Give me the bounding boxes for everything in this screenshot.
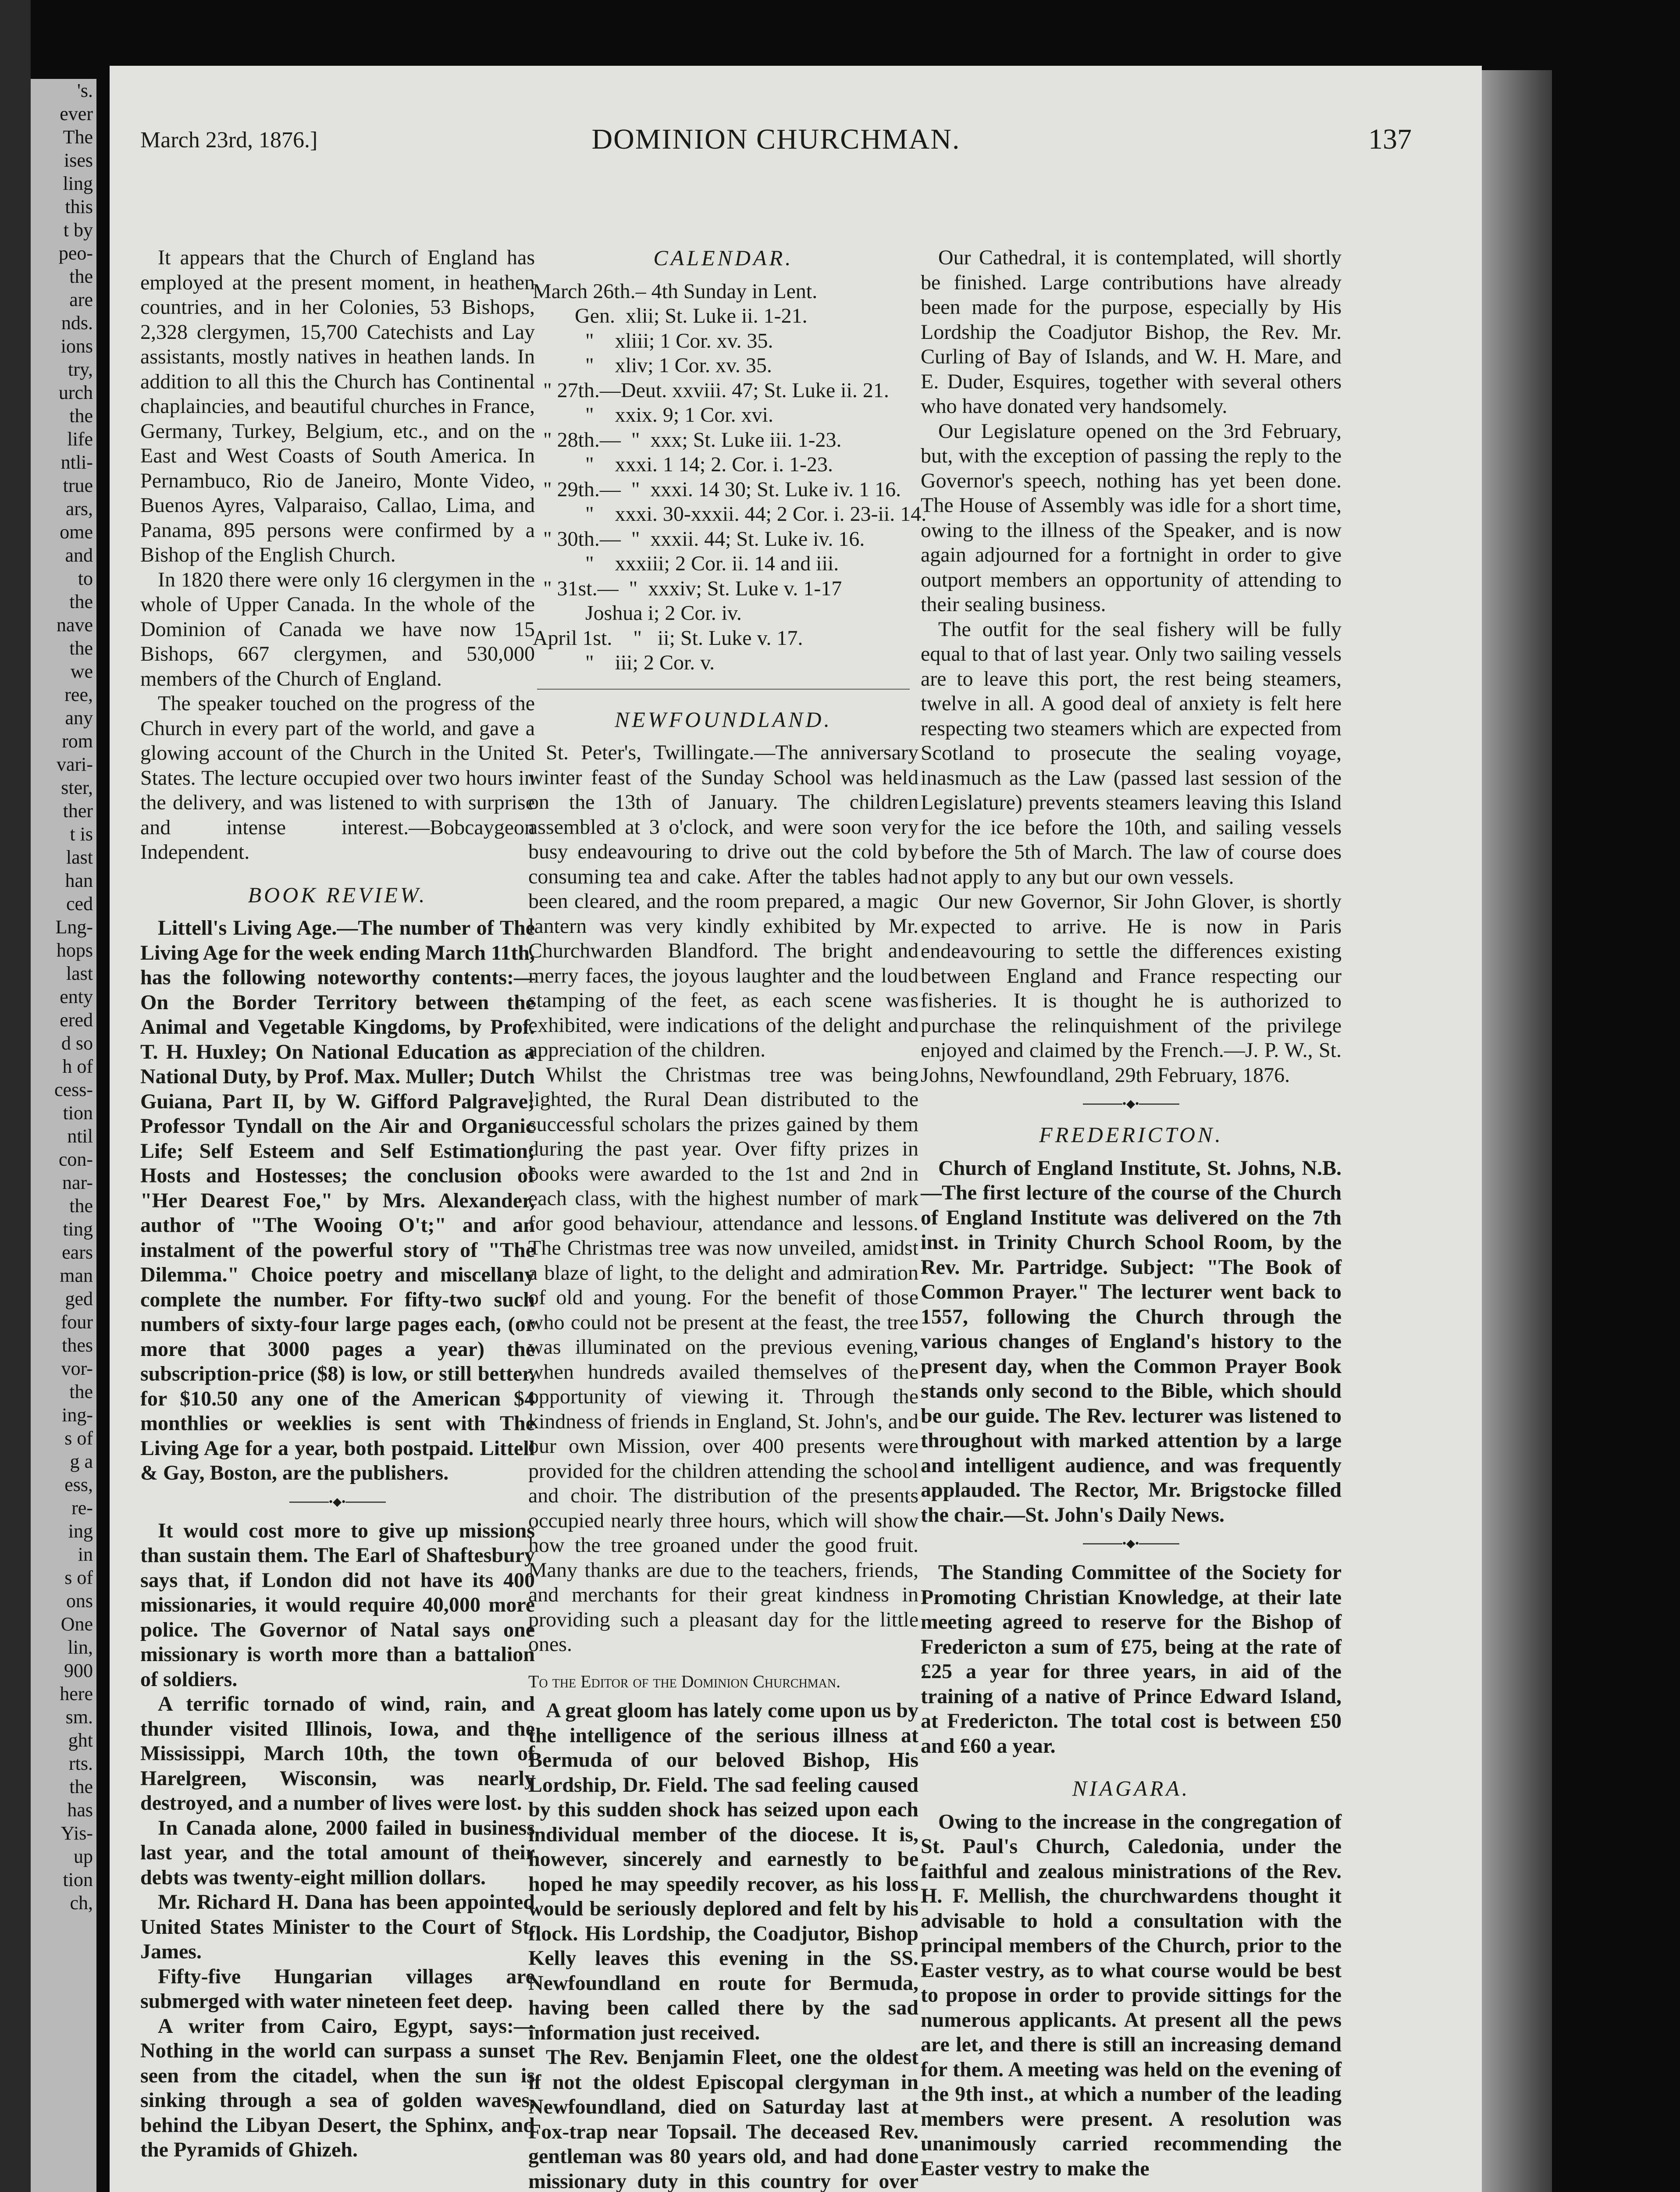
column-1	[140, 246, 535, 2163]
previous-page-fragment: this	[65, 196, 93, 217]
previous-page-fragment: ther	[63, 800, 93, 822]
previous-page-fragment: ght	[68, 1729, 93, 1751]
previous-page-fragment: the	[69, 1381, 93, 1402]
article-paragraph: It appears that the Church of England has employed at the present moment, in heathen countries, and in her Colonies, 53 Bishops, 2,328 clergymen, 15,700 Catechists and Lay assistants, mostly natives in heathen lands. In addition to all this the Church has Continental chaplaincies, and beautiful churches in France, Germany, Turkey, Belgium, etc., and on the East and West Coasts of South America. In Pernambuco, Rio de Janeiro, Monte Video, Buenos Ayres, Valparaiso, Callao, Lima, and Panama, 895 persons were confirmed by a Bishop of the English Church.	[140, 246, 535, 566]
previous-page-fragment: the	[69, 1195, 93, 1217]
article-paragraph: Our Cathedral, it is contemplated, will shortly be finished. Large contributions have already been made for the purpose, especially by His Lordship the Coadjutor Bishop, the Rev. Mr. Curling of Bay of Islands, and W. H. Mare, and E. Duder, Esquires, together with several others who have donated very handsomely.	[921, 246, 1342, 418]
previous-page-fragment: 's.	[77, 80, 93, 101]
article-paragraph: Whilst the Christmas tree was being lighted, the Rural Dean distributed to the successful scholars the prizes gained by them during the past year. Over fifty prizes in books were awarded to the 1st and 2nd in each class, with the highest number of mark for good behaviour, attendance and lessons. The Christmas tree was now unveiled, amidst a blaze of light, to the delight and admiration of old and young. For the benefit of those who could not be present at the feast, the tree was illuminated on the previous evening, when hundreds availed themselves of the opportunity of viewing it. Through the kindness of friends in England, St. John's, and our own Mission, over 400 presents were provided for the children attending the school and choir. The distribution of the presents occupied nearly three hours, which will show how the tree groaned under the good fruit. Many thanks are due to the teachers, friends, and merchants for their great kindness in providing such a pleasant day for the little ones.	[528, 1063, 918, 1656]
previous-page-fragment: ess,	[64, 1474, 93, 1495]
previous-page-fragment: ling	[63, 173, 93, 194]
previous-page-fragment: h of	[62, 1056, 93, 1077]
previous-page-fragment: cess-	[54, 1079, 93, 1100]
previous-page-fragment: ing-	[62, 1404, 93, 1426]
previous-page-fragment: t by	[63, 219, 93, 241]
previous-page-fragment: are	[69, 289, 93, 310]
calendar-row: " 29th.— " xxxi. 14 30; St. Luke iv. 1 16.	[533, 477, 901, 501]
calendar-row: Gen. xlii; St. Luke ii. 1-21.	[533, 304, 808, 327]
masthead-title: DOMINION CHURCHMAN.	[591, 123, 961, 155]
previous-page-fragment: ered	[60, 1009, 93, 1031]
previous-page-fragment: ntli-	[61, 452, 93, 473]
section-heading-calendar: CALENDAR.	[653, 246, 794, 270]
previous-page-fragment: lin,	[68, 1637, 93, 1658]
previous-page-fragment: any	[65, 707, 93, 729]
calendar-row: " 28th.— " xxx; St. Luke iii. 1-23.	[533, 428, 842, 452]
previous-page-fragment: s of	[64, 1427, 93, 1449]
previous-page-fragment: last	[66, 963, 93, 984]
previous-page-fragment: in	[78, 1544, 93, 1565]
book-spine	[0, 0, 31, 2192]
previous-page-fragment: d so	[61, 1032, 93, 1054]
previous-page-fragment: last	[66, 847, 93, 868]
previous-page-fragment: con-	[58, 1149, 93, 1170]
previous-page-fragment: thes	[62, 1334, 93, 1356]
letter-heading: To the Editor of the Dominion Churchman.	[528, 1671, 841, 1691]
article-paragraph: Church of England Institute, St. Johns, N.B.—The first lecture of the course of the Church of England Institute was delivered on the 7th inst. in Trinity Church School Room, by the Rev. Mr. Partridge. Subject: "The Book of Common Prayer." The lecturer went back to 1557, following the Church through the various changes of England's history to the present day, when the Common Prayer Book stands only second to the Bible, which should be our guide. The Rev. lecturer was listened to throughout with marked attention by a large and intelligent audience, and was frequently applauded. The Rector, Mr. Brigstocke filled the chair.—St. John's Daily News.	[921, 1156, 1342, 1527]
article-paragraph: The Standing Committee of the Society for Promoting Christian Knowledge, at their late meeting agreed to reserve for the Bishop of Fredericton a sum of £75, being at the rate of £25 a year for three years, in aid of the training of a native of Prince Edward Island, at Fredericton. The total cost is between £50 and £60 a year.	[921, 1561, 1342, 1758]
previous-page-fragment: four	[61, 1311, 93, 1333]
news-item: In Canada alone, 2000 failed in business last year, and the total amount of their debts was twenty-eight million dollars.	[140, 1816, 535, 1889]
previous-page-fragment: here	[60, 1683, 93, 1704]
article-paragraph: A great gloom has lately come upon us by the intelligence of the serious illness at Bermuda of our beloved Bishop, His Lordship, Dr. Field. The sad feeling caused by this sudden shock has seized upon each individual member of the diocese. It is, however, sincerely and earnestly to be hoped he may speedily recover, as his loss would be seriously deplored and felt by his flock. His Lordship, the Coadjutor, Bishop Kelly leaves this evening in the SS. Newfoundland en route for Bermuda, having been called there by the sad information just received.	[528, 1699, 918, 2044]
calendar-row: " xxxi. 1 14; 2. Cor. i. 1-23.	[533, 453, 833, 476]
previous-page-fragment: ster,	[61, 777, 93, 798]
article-paragraph: The outfit for the seal fishery will be fully equal to that of last year. Only two sailing vessels are to leave this port, the rest being steamers, twelve in all. A good deal of anxiety is felt here respecting two steamers which are expected from Scotland to prosecute the sealing voyage, inasmuch as the Law (passed last session of the Legislature) prevents steamers leaving this Island for the ice before the 10th, and sailing vessels before the 5th of March. The law of course does not apply to any but our own vessels.	[921, 617, 1342, 889]
article-paragraph: The Rev. Benjamin Fleet, one the oldest if not the oldest Episcopal clergyman in Newfoundland, died on Saturday last at Fox-trap near Topsail. The deceased Rev. gentleman was 80 years old, and had done missionary duty in this country for over	[528, 2046, 918, 2192]
previous-page-fragment: ome	[60, 521, 93, 543]
previous-page-fragment: One	[61, 1613, 93, 1635]
previous-page-fragment: ears	[62, 1242, 93, 1263]
previous-page-fragment: ing	[68, 1520, 93, 1542]
previous-page-fragment: tion	[63, 1869, 93, 1890]
previous-page-fragment: true	[63, 475, 93, 496]
previous-page-fragment: we	[70, 661, 93, 682]
calendar-row: " 31st.— " xxxiv; St. Luke v. 1-17	[533, 576, 842, 600]
calendar-row: April 1st. " ii; St. Luke v. 17.	[533, 626, 803, 650]
previous-page-fragment: ars,	[65, 498, 93, 520]
previous-page-fragment: peo-	[58, 242, 93, 264]
previous-page-fragment: The	[63, 126, 93, 148]
previous-page-fragment: sm.	[65, 1706, 93, 1728]
previous-page-fragment: the	[69, 1776, 93, 1797]
previous-page-fragment: urch	[58, 382, 93, 403]
calendar-row: " xliii; 1 Cor. xv. 35.	[533, 329, 773, 352]
previous-page-fragment: hops	[56, 939, 93, 961]
page-edge-shadow	[1482, 70, 1552, 2192]
previous-page-fragment: nar-	[62, 1172, 93, 1193]
issue-date: March 23rd, 1876.]	[140, 128, 318, 153]
news-item: A terrific tornado of wind, rain, and thunder visited Illinois, Iowa, and the Mississippi, March 10th, the town of Harelgreen, Wisconsin, was nearly destroyed, and a number of lives were lost.	[140, 1692, 535, 1815]
article-paragraph: Owing to the increase in the congregation of St. Paul's Church, Caledonia, under the faithful and zealous ministrations of the Rev. H. F. Mellish, the churchwardens thought it advisable to hold a consultation with the principal members of the Church, prior to the Easter vestry, as to what course would be best to propose in order to provide sittings for the numerous applicants. At present all the pews are let, and there is still an increasing demand for them. A meeting was held on the evening of the 9th inst., at which a number of the leading members were present. A resolution was unanimously carried recommending the Easter vestry to make the	[921, 1810, 1342, 2180]
calendar-row: " iii; 2 Cor. v.	[533, 651, 715, 674]
previous-page-margin	[31, 79, 96, 2192]
section-heading-book-review: BOOK REVIEW.	[248, 882, 427, 907]
news-item: Mr. Richard H. Dana has been appointed United States Minister to the Court of St. James.	[140, 1890, 535, 1963]
news-item: It would cost more to give up missions than sustain them. The Earl of Shaftesbury says that, if London did not have its 400 missionaries, it would require 40,000 more police. The Governor of Natal says one missionary is worth more than a battalion of soldiers.	[140, 1519, 535, 1691]
previous-page-fragment: up	[74, 1846, 93, 1867]
column-3	[921, 246, 1342, 2181]
calendar-row: " 27th.—Deut. xxviii. 47; St. Luke ii. 21.	[533, 378, 889, 402]
calendar-table	[533, 279, 927, 676]
section-heading-niagara: NIAGARA.	[1072, 1776, 1190, 1801]
previous-page-fragment: tion	[63, 1102, 93, 1124]
previous-page-fragment: g a	[70, 1451, 93, 1472]
article-paragraph: The speaker touched on the progress of the Church in every part of the world, and gave a glowing account of the Church in the United States. The lecture occupied over two hours in the delivery, and was listened to with surprise and intense interest.—Bobcaygeon Independent.	[140, 692, 535, 864]
previous-page-fragment: vor-	[61, 1358, 93, 1379]
previous-page-fragment: the	[69, 266, 93, 287]
previous-page-fragment: ged	[65, 1288, 93, 1310]
previous-page-fragment: try,	[68, 359, 93, 380]
previous-page-fragment: ced	[66, 893, 93, 915]
previous-page-fragment: nave	[56, 614, 93, 636]
section-heading-newfoundland: NEWFOUNDLAND.	[614, 707, 833, 732]
section-heading-fredericton: FREDERICTON.	[1039, 1122, 1223, 1147]
previous-page-fragment: ever	[60, 103, 93, 125]
previous-page-fragment: rts.	[69, 1753, 93, 1774]
page-header	[140, 123, 1412, 158]
article-paragraph: St. Peter's, Twillingate.—The anniversary winter feast of the Sunday School was held on the 13th of January. The children assembled at 3 o'clock, and were soon very busy endeavouring to drive out the cold by consuming tea and cake. After the tables had been cleared, and the room prepared, a magic lantern was very kindly exhibited by Mr. Churchwarden Blandford. The bright and merry faces, the joyous laughter and the loud stamping of the feet, as each scene was exhibited, were indications of the delight and appreciation of the children.	[528, 741, 918, 1061]
article-paragraph: Our Legislature opened on the 3rd February, but, with the exception of passing the reply to the Governor's speech, nothing has yet been done. The House of Assembly was idle for a short time, owing to the illness of the Speaker, and is now again adjourned for a fortnight in order to give outport members an opportunity of attending to their sealing business.	[921, 419, 1342, 616]
previous-page-fragment: the	[69, 637, 93, 659]
calendar-row: March 26th.– 4th Sunday in Lent.	[533, 279, 818, 303]
previous-page-fragment: nds.	[61, 312, 93, 334]
previous-page-fragment: enty	[60, 986, 93, 1007]
previous-page-fragment: has	[67, 1799, 93, 1821]
section-divider	[537, 689, 910, 690]
previous-page-fragment: Yis-	[61, 1822, 93, 1844]
previous-page-fragment: re-	[71, 1497, 93, 1519]
calendar-row: " xxix. 9; 1 Cor. xvi.	[533, 403, 773, 427]
previous-page-fragment: ions	[61, 335, 93, 357]
previous-page-fragment: ree,	[64, 684, 93, 705]
previous-page-fragment: ises	[64, 149, 93, 171]
previous-page-fragment: ch,	[70, 1892, 93, 1914]
previous-page-fragment: ting	[63, 1218, 93, 1240]
calendar-row: Joshua i; 2 Cor. iv.	[533, 601, 742, 625]
article-paragraph: In 1820 there were only 16 clergymen in the whole of Upper Canada. In the whole of the Dominion of Canada we have now 15 Bishops, 667 clergymen, and 530,000 members of the Church of England.	[140, 568, 535, 690]
page-number: 137	[1368, 123, 1412, 155]
previous-page-fragment: and	[65, 544, 93, 566]
article-paragraph: Our new Governor, Sir John Glover, is shortly expected to arrive. He is now in Paris endeavouring to settle the differences existing between England and France respecting our fisheries. It is thought he is authorized to purchase the relinquishment of the privilege enjoyed and claimed by the French.—J. P. W., St. Johns, Newfoundland, 29th February, 1876.	[921, 890, 1342, 1087]
news-item: Fifty-five Hungarian villages are submerged with water nineteen feet deep.	[140, 1964, 535, 2013]
previous-page-fragment: life	[67, 428, 93, 450]
calendar-row: " 30th.— " xxxii. 44; St. Luke iv. 16.	[533, 527, 865, 551]
previous-page-fragment: rom	[62, 730, 93, 752]
previous-page-fragment: ntil	[67, 1125, 93, 1147]
previous-page-fragment: the	[69, 405, 93, 427]
book-review-text: Littell's Living Age.—The number of The Living Age for the week ending March 11th, has the following noteworthy contents:—On the Border Territory between the Animal and Vegetable Kingdoms, by Prof. T. H. Huxley; On National Education as a National Duty, by Prof. Max. Muller; Dutch Guiana, Part II, by W. Gifford Palgrave; Professor Tyndall on the Air and Organic Life; Self Esteem and Self Estimation; Hosts and Hostesses; the conclusion of "Her Dearest Foe," by Mrs. Alexander, author of "The Wooing O't;" and an instalment of the powerful story of "The Dilemma." Choice poetry and miscellany complete the number. For fifty-two such numbers of sixty-four large pages each, (or more that 3000 pages a year) the subscription-price ($8) is low, or still better, for $10.50 any one of the American $4 monthlies or weeklies is sent with The Living Age for a year, both postpaid. Littell & Gay, Boston, are the publishers.	[140, 916, 535, 1484]
section-divider	[1083, 1543, 1179, 1544]
column-2	[528, 246, 927, 2192]
previous-page-fragment: t is	[70, 823, 93, 845]
calendar-row: " xxxiii; 2 Cor. ii. 14 and iii.	[533, 552, 839, 575]
previous-page-fragment: 900	[64, 1660, 93, 1681]
previous-page-fragment: vari-	[56, 754, 93, 775]
previous-page-fragment: to	[78, 568, 93, 589]
previous-page-fragment: the	[69, 591, 93, 612]
previous-page-fragment: man	[60, 1265, 93, 1286]
previous-page-fragment: han	[65, 870, 93, 891]
calendar-row: " xxxi. 30-xxxii. 44; 2 Cor. i. 23-ii. 14.	[533, 502, 927, 526]
news-item: A writer from Cairo, Egypt, says:— Nothing in the world can surpass a sunset seen from the citadel, when the sun is sinking through a sea of golden waves, behind the Libyan Desert, the Sphinx, and the Pyramids of Ghizeh.	[140, 2014, 535, 2161]
section-divider	[289, 1502, 386, 1503]
calendar-row: " xliv; 1 Cor. xv. 35.	[533, 354, 772, 377]
previous-page-fragment: ons	[66, 1590, 93, 1612]
section-divider	[1083, 1103, 1179, 1105]
previous-page-fragment: Lng-	[55, 916, 93, 938]
previous-page-fragment: s of	[64, 1567, 93, 1588]
